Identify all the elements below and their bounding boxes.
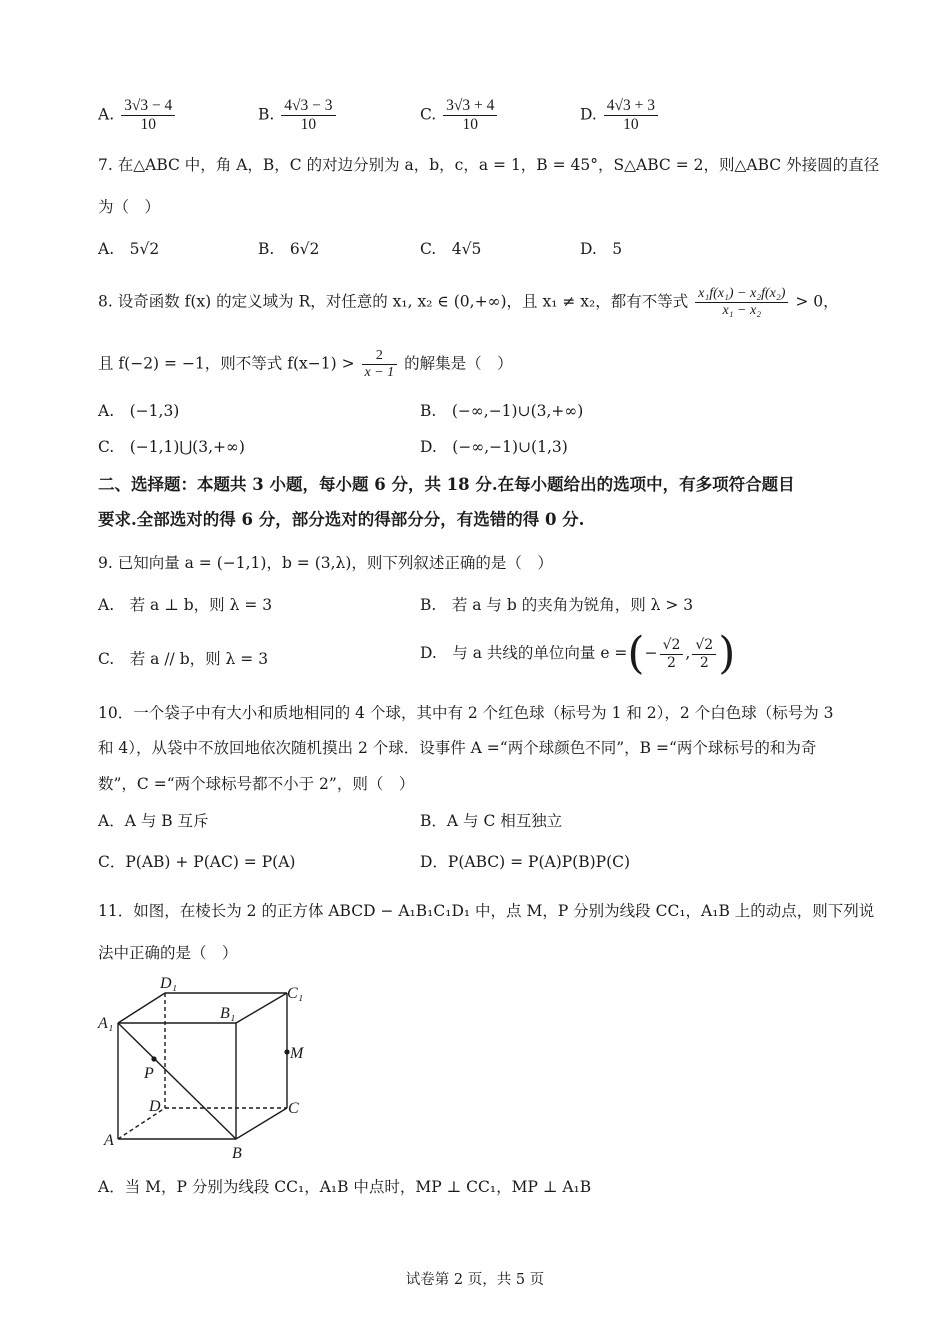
denominator: 10 [623,115,639,133]
denominator: x − 1 [364,365,395,381]
label-p: P [144,1065,154,1082]
q6-option-c [420,97,499,134]
q11-stem-line2: 法中正确的是（ ） [98,944,238,962]
q11-option-a: A．当 M，P 分别为线段 CC₁，A₁B 中点时，MP ⊥ CC₁，MP ⊥ A₁B [98,1178,592,1196]
denominator: 2 [699,654,709,671]
q10-option-c: C．P(AB) + P(AC) = P(A) [98,853,296,871]
label-d1: D₁ [160,975,178,992]
fraction [692,637,716,670]
numerator: 2 [362,348,398,365]
label-a: A [104,1132,114,1149]
numerator: 3√3 − 4 [121,97,175,116]
label-b1: B₁ [220,1005,236,1022]
numerator: √2 [692,637,716,654]
numerator: 4√3 + 3 [604,97,658,116]
option-label: D. [580,105,597,124]
q7-stem-line1: 7. 在△ABC 中，角 A，B，C 的对边分别为 a，b，c，a = 1，B = 45°，S△ABC = 2，则△ABC 外接圆的直径 [98,156,880,174]
q8-option-a: A. (−1,3) [98,402,180,420]
q8-option-b: B. (−∞,−1)∪(3,+∞) [420,402,584,420]
q7-option-d: D. 5 [580,240,623,258]
label-m: M [290,1045,304,1062]
q9-option-b: B. 若 a 与 b 的夹角为锐角，则 λ > 3 [420,596,694,614]
q8-stem-line2 [98,348,513,381]
numerator: 3√3 + 4 [443,97,497,116]
q8-text: 8. 设奇函数 f(x) 的定义域为 R，对任意的 x₁, x₂ ∈ (0,+∞)，且 x₁ ≠ x₂，都有不等式 [98,292,689,311]
q6-option-d [580,97,660,134]
edge-b-c [236,1108,287,1139]
q8-fraction [695,286,788,319]
fraction [121,97,175,134]
denominator: 10 [462,115,479,133]
option-label: C. [420,105,437,124]
q7-option-a: A. 5√2 [98,240,160,258]
q8-text: 且 f(−2) = −1，则不等式 f(x−1) > [98,354,355,373]
edge-a1-d1 [118,993,165,1023]
label-c1: C₁ [287,985,304,1002]
q10-stem-line1: 10．一个袋子中有大小和质地相同的 4 个球，其中有 2 个红色球（标号为 1 和 2），2 个白色球（标号为 3 [98,704,834,722]
label-c: C [288,1100,299,1117]
q10-option-d: D．P(ABC) = P(A)P(B)P(C) [420,853,631,871]
q7-option-c: C. 4√5 [420,240,482,258]
label-b: B [232,1145,242,1162]
q9-option-d [420,628,736,679]
q10-stem-line2: 和 4），从袋中不放回地依次随机摸出 2 个球．设事件 A =“两个球颜色不同”，B =“两个球标号的和为奇 [98,739,817,757]
left-paren: ( [627,628,645,679]
fraction [660,637,684,670]
point-m [284,1049,289,1054]
q8-stem-line1 [98,286,839,319]
option-label: B. [258,105,275,124]
denominator: 2 [667,654,676,671]
point-p [151,1056,156,1061]
q8-text-end: > 0， [795,292,839,311]
q8-option-d: D. (−∞,−1)∪(1,3) [420,438,568,456]
q7-stem-line2: 为（ ） [98,198,161,216]
label-d: D [149,1098,161,1115]
q10-option-b: B．A 与 C 相互独立 [420,812,563,830]
q6-option-a [98,97,177,134]
option-label: A. [98,105,115,124]
fraction [281,97,335,134]
q11-stem-line1: 11．如图，在棱长为 2 的正方体 ABCD − A₁B₁C₁D₁ 中，点 M，P 分别为线段 CC₁，A₁B 上的动点，则下列说 [98,902,875,920]
numerator: √2 [660,637,684,654]
q10-option-a: A．A 与 B 互斥 [98,812,209,830]
section2-line2: 要求.全部选对的得 6 分，部分选对的得部分分，有选错的得 0 分. [98,510,585,529]
q7-option-b: B. 6√2 [258,240,320,258]
q8-text-end: 的解集是（ ） [404,354,513,373]
denominator: 10 [300,115,317,133]
fraction [604,97,658,134]
minus-sign: − [644,644,658,662]
right-paren: ) [718,628,736,679]
section2-line1: 二、选择题：本题共 3 小题，每小题 6 分，共 18 分.在每小题给出的选项中，有多项符合题目 [98,475,795,494]
page-footer: 试卷第 2 页，共 5 页 [405,1272,545,1288]
comma: , [685,644,691,662]
label-a1: A₁ [98,1015,114,1032]
q9-option-c: C. 若 a // b，则 λ = 3 [98,650,269,668]
numerator: 4√3 − 3 [281,97,335,116]
q6-option-b [258,97,338,134]
denominator: 10 [140,115,156,133]
denominator: x₁ − x₂ [722,303,762,319]
cube-diagram [90,970,320,1165]
q10-stem-line3: 数”，C =“两个球标号都不小于 2”，则（ ） [98,775,415,793]
q8-fraction2 [362,348,398,381]
q9-stem: 9. 已知向量 a = (−1,1)，b = (3,λ)，则下列叙述正确的是（ ） [98,554,553,572]
q8-option-c: C. (−1,1)⋃(3,+∞) [98,438,245,456]
fraction [443,97,497,134]
numerator: x₁f(x₁) − x₂f(x₂) [695,286,788,303]
q9-option-a: A. 若 a ⊥ b，则 λ = 3 [98,596,273,614]
diagonal-a1-b [118,1023,236,1139]
edge-b1-c1 [236,993,287,1023]
option-text: D. 与 a 共线的单位向量 e = [420,644,628,662]
